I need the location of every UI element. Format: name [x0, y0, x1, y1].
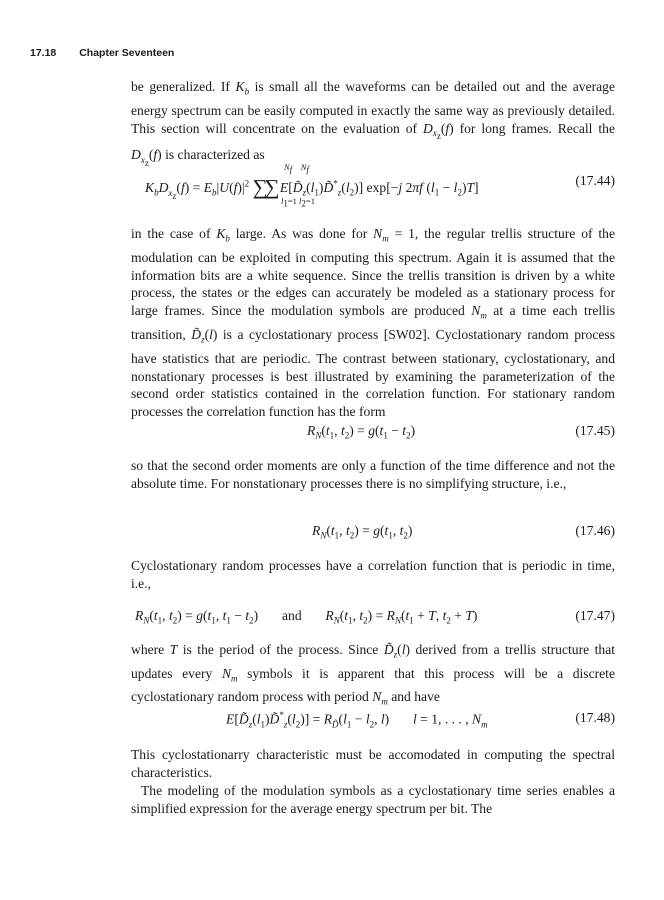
paragraph-text: so that the second order moments are only a function of the time difference and not the absolute time. For nonstationary processes there is no simplifying structure, i.e., — [131, 458, 615, 491]
chapter-title: Chapter Seventeen — [79, 47, 175, 59]
equation-17-46 — [131, 523, 615, 547]
equation-17-48 — [131, 710, 615, 734]
equation-17-44 — [131, 173, 615, 201]
paragraph-text: where T is the period of the process. Since $D̃_z(l)$ derived from a trellis structure that updates every $N_m$ symbols it is apparent that this process will be a discrete cyclostationary random process with period $N_m$ and have — [131, 642, 615, 707]
page-header — [30, 47, 174, 59]
paragraph-text: The modeling of the modulation symbols as a cyclostationary time series enables a simplified expression for the average energy spectrum per bit. The — [131, 782, 615, 816]
paragraph-4 — [131, 557, 615, 593]
paragraph-text: Cyclostationary random processes have a correlation function that is periodic in time, i.e., — [131, 558, 615, 591]
sum-lower-limit: $l_1=1$ $l_2=1$ — [281, 196, 315, 209]
equation-body: $K_bD_{x_z}(f) = E_b|U(f)|^2$ ∑∑ $E[D̃_z(l_1)D̃^*_z(l_2)]$ exp[−j 2πf $(l_1 - l_2)T$] — [145, 175, 479, 201]
equation-17-47 — [131, 608, 615, 632]
paragraph-text: This cyclostationarry characteristic must be accomodated in computing the spectral characteristics. — [131, 747, 615, 780]
equation-connector: and — [281, 608, 302, 623]
sum-upper-limit: $N_f$ $N_f$ — [284, 162, 309, 175]
paragraph-5 — [131, 641, 615, 712]
equation-body: $R_N(t_1$, $t_2) = g(t_1$, $t_1 - t_2$) and $R_N(t_1$, $t_2) = R_N(t_1 + T$, $t_2 + T$) — [135, 608, 478, 626]
equation-17-45 — [131, 423, 615, 447]
page-number: 17.18 — [30, 47, 57, 59]
equation-number: (17.47) — [575, 608, 615, 623]
equation-number: (17.46) — [575, 523, 615, 538]
equation-body: $R_N(t_1$, $t_2) = g(t_1$, $t_2$) — [312, 523, 413, 541]
equation-body: $E[D̃_z(l_1)D̃^*_z(l_2)] = R_{D̃}(l_1 - l_2$, l) l = 1, . . . , $N_m$ — [226, 710, 488, 730]
equation-body: $R_N(t_1$, $t_2) = g(t_1 - t_2)$ — [307, 423, 416, 441]
paragraph-2 — [131, 225, 615, 421]
equation-number: (17.45) — [575, 423, 615, 438]
equation-number: (17.44) — [575, 173, 615, 188]
paragraph-1 — [131, 78, 615, 172]
paragraph-6 — [131, 746, 615, 818]
equation-number: (17.48) — [575, 710, 615, 725]
paragraph-3 — [131, 457, 615, 493]
paragraph-text: be generalized. If $K_b$ is small all the waveforms can be detailed out and the average energy spectrum can be easily computed in exactly the same way as previously detailed. This section will concentrate on the evaluation of $D_{x_z}(f)$ for long frames. Recall the $D_{x_z}(f)$ is characterized as — [131, 79, 615, 168]
paragraph-text: in the case of $K_b$ large. As was done for $N_m = 1$, the regular trellis structure of the modulation can be exploited in computing this spectrum. Again it is assumed that the information bits are a white sequence. Since the trellis transition is driven by a white process, the states or the edges can accurately be modeled as a stationary process for large frames. Since the modulation symbols are produced $N_m$ at a time each trellis transition, $D̃_z(l)$ is a cyclostationary process [SW02]. Cyclostationary random process have statistics that are periodic. The contrast between stationary, cyclostationary, and nonstationary processes is best illustrated by examining the parameterization of the second order statistics contained in the correlation function. For stationary random processes the correlation function has the form — [131, 226, 616, 420]
